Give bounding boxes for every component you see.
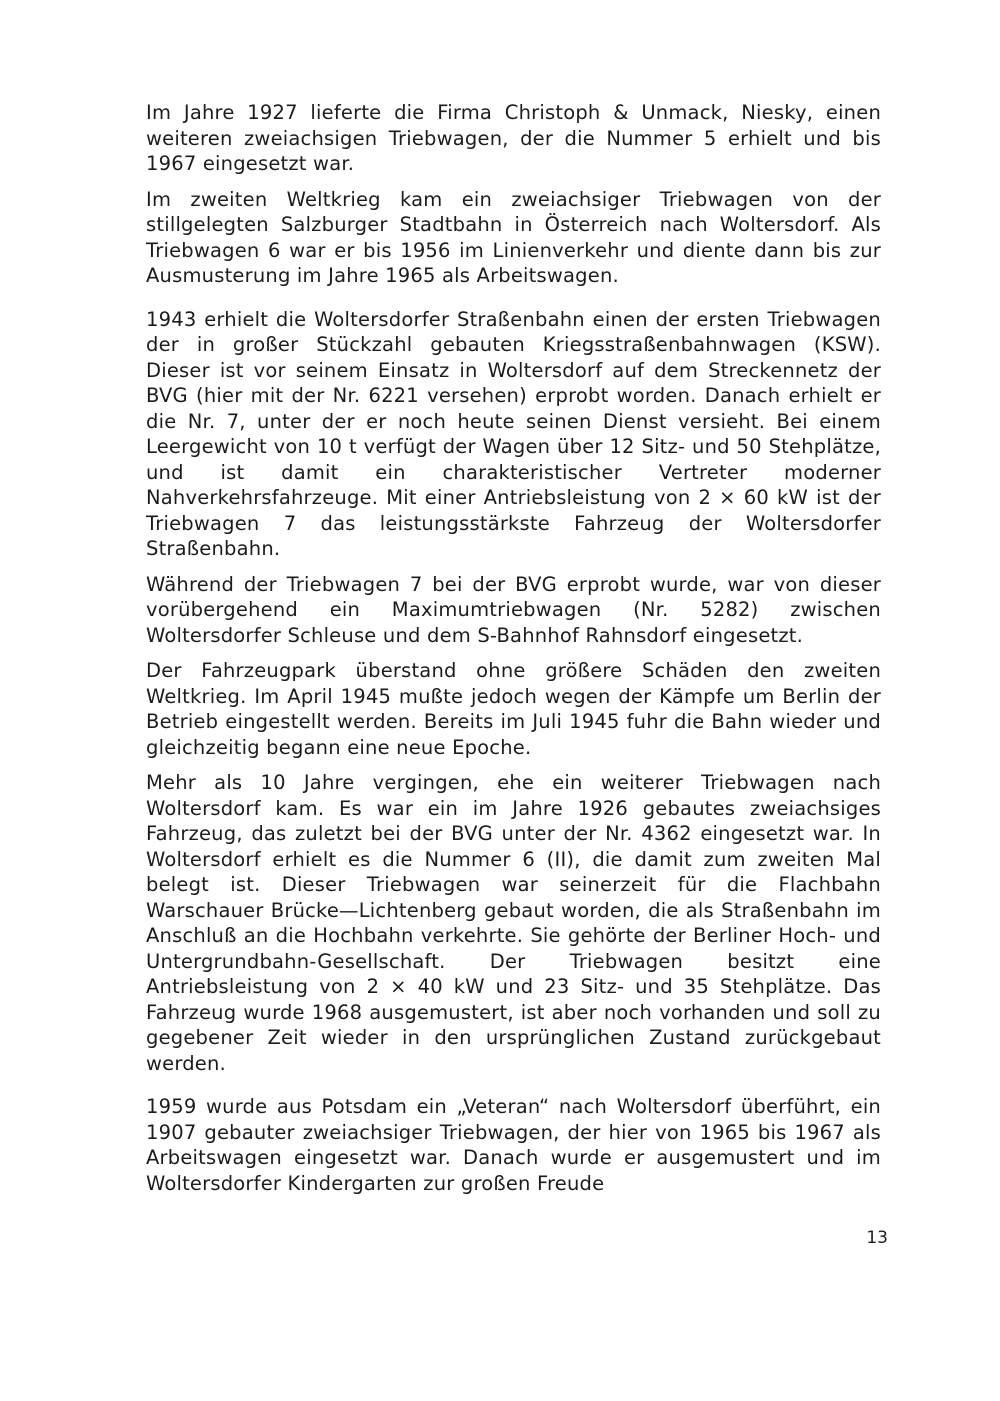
- page-number: 13: [866, 1228, 888, 1248]
- paragraph-3: 1943 erhielt die Woltersdorfer Straßenbahn einen der ersten Triebwagen der in großer Stückzahl gebauten Kriegsstraßenbahnwagen (KSW). Dieser ist vor seinem Einsatz in Woltersdorf auf dem Streckennetz der BVG (hier mit der Nr. 6221 versehen) erprobt worden. Danach erhielt er die Nr. 7, unter der er noch heute seinen Dienst versieht. Bei einem Leergewicht von 10 t verfügt der Wagen über 12 Sitz- und 50 Stehplätze, und ist damit ein charakteristischer Vertreter moderner Nahverkehrsfahrzeuge. Mit einer Antriebsleistung von 2 × 60 kW ist der Triebwagen 7 das leistungsstärkste Fahrzeug der Woltersdorfer Straßenbahn.: [146, 307, 881, 560]
- paragraph-6: Mehr als 10 Jahre vergingen, ehe ein weiterer Triebwagen nach Woltersdorf kam. Es war ein im Jahre 1926 gebautes zweiachsiges Fahrzeug, das zuletzt bei der BVG unter der Nr. 4362 eingesetzt war. In Woltersdorf erhielt es die Nummer 6 (II), die damit zum zweiten Mal belegt ist. Dieser Triebwagen war seinerzeit für die Flachbahn Warschauer Brücke—Lichtenberg gebaut worden, die als Straßenbahn im Anschluß an die Hochbahn verkehrte. Sie gehörte der Berliner Hoch- und Untergrundbahn-Gesellschaft. Der Triebwagen besitzt eine Antriebsleistung von 2 × 40 kW und 23 Sitz- und 35 Stehplätze. Das Fahrzeug wurde 1968 ausgemustert, ist aber noch vorhanden und soll zu gegebener Zeit wieder in den ursprünglichen Zustand zurückgebaut werden.: [146, 771, 881, 1075]
- paragraph-1: Im Jahre 1927 lieferte die Firma Christoph & Unmack, Niesky, einen weiteren zweiachsigen Triebwagen, der die Nummer 5 erhielt und bis 1967 eingesetzt war.: [146, 101, 881, 175]
- body-text: [146, 100, 881, 1206]
- paragraph-7: 1959 wurde aus Potsdam ein „Veteran“ nach Woltersdorf überführt, ein 1907 gebauter zweiachsiger Triebwagen, der hier von 1965 bis 1967 als Arbeitswagen eingesetzt war. Danach wurde er ausgemustert und im Woltersdorfer Kindergarten zur großen Freude: [146, 1095, 881, 1195]
- paragraph-5: Der Fahrzeugpark überstand ohne größere Schäden den zweiten Weltkrieg. Im April 1945 mußte jedoch wegen der Kämpfe um Berlin der Betrieb eingestellt werden. Bereits im Juli 1945 fuhr die Bahn wieder und gleichzeitig begann eine neue Epoche.: [146, 659, 881, 759]
- paragraph-4: Während der Triebwagen 7 bei der BVG erprobt wurde, war von dieser vorübergehend ein Maximumtriebwagen (Nr. 5282) zwischen Woltersdorfer Schleuse und dem S-Bahnhof Rahnsdorf eingesetzt.: [146, 572, 881, 647]
- paragraph-2: Im zweiten Weltkrieg kam ein zweiachsiger Triebwagen von der stillgelegten Salzburger Stadtbahn in Österreich nach Woltersdorf. Als Triebwagen 6 war er bis 1956 im Linienverkehr und diente dann bis zur Ausmusterung im Jahre 1965 als Arbeitswagen.: [146, 187, 881, 287]
